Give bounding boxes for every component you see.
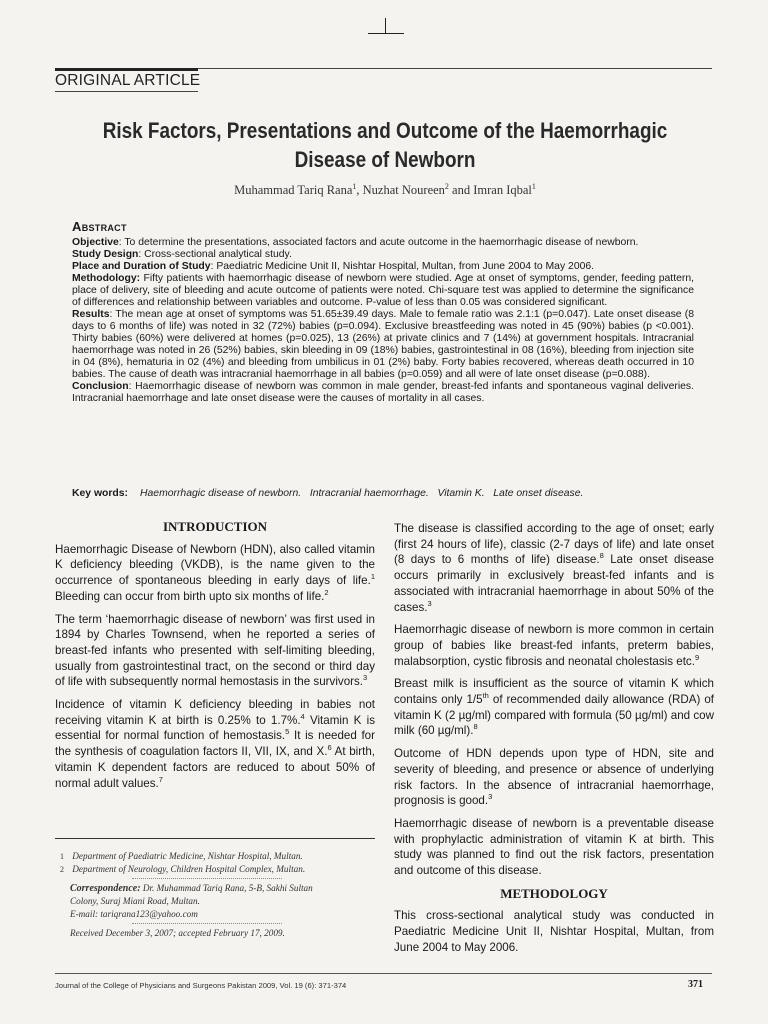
methodology-heading: METHODOLOGY [500, 885, 608, 901]
title-line-2: Disease of Newborn [294, 147, 476, 172]
body-text: The disease is classified according to the age of onset; early (first 24 hours of life), classic (2-7 days of life) and late onset (8 days to 6 months of life) disease. [394, 522, 714, 567]
crop-mark [368, 33, 404, 34]
abstract-label: Methodology: [72, 273, 141, 284]
body-text: Incidence of vitamin K deficiency bleeding in babies not receiving vitamin K at birth is 0.25% to 1.7%. [55, 698, 375, 727]
body-paragraph [394, 521, 714, 615]
body-paragraph [394, 622, 714, 669]
body-paragraph: This cross-sectional analytical study was conducted in Paediatric Medicine Unit II, Nishtar Hospital, Multan, from June 2004 to May 2006. [394, 909, 714, 954]
abstract-heading: Abstract [72, 219, 127, 234]
keywords [72, 488, 712, 499]
article-label-underline [55, 91, 198, 92]
citation: 5 [285, 727, 290, 737]
abstract-label: Results [72, 309, 110, 320]
abstract-objective [72, 237, 694, 249]
footnotes [60, 850, 378, 940]
header-rule-thick [55, 68, 198, 71]
footnote-divider [132, 923, 282, 924]
left-column [55, 519, 375, 798]
abstract-place [72, 261, 694, 273]
abstract-results [72, 309, 694, 381]
body-text: It is needed for the synthesis of coagulation factors II, VII, IX, and X. [55, 729, 375, 759]
author-affiliation: 1 [531, 181, 536, 191]
body-paragraph [55, 697, 375, 791]
footnote-number: 1 [60, 852, 64, 861]
footnote-number: 2 [60, 865, 64, 874]
citation: 3 [488, 792, 493, 802]
abstract-text: : Paediatric Medicine Unit II, Nishtar Hospital, Multan, from June 2004 to May 2006. [210, 261, 595, 272]
footnote-text: Department of Neurology, Children Hospital Complex, Multan. [72, 864, 306, 874]
footnote-text: Department of Paediatric Medicine, Nishtar Hospital, Multan. [72, 851, 303, 861]
citation: 7 [158, 774, 163, 784]
correspondence-text: Dr. Muhammad Tariq Rana, 5-B, Sakhi Sultan [140, 883, 313, 893]
citation: 4 [300, 711, 305, 721]
paper-title [101, 116, 669, 174]
ordinal-suffix: th [482, 691, 489, 701]
citation: 2 [324, 587, 329, 597]
body-text: Breast milk is insufficient as the source of vitamin K which contains only 1/5 [394, 677, 714, 707]
abstract-text: Fifty patients with haemorrhagic disease of newborn were studied. Age at onset of symptoms, gender, feeding pattern, place of delivery, site of bleeding and acute outcome of patients were noted. Chi-square test was applied to determine the significance of differences and relationship between variables and outcome. P-value of less than 0.05 was considered significant. [72, 273, 694, 308]
body-paragraph [394, 676, 714, 739]
footnote-divider [132, 878, 282, 879]
citation: 9 [694, 652, 700, 662]
citation: 8 [473, 722, 478, 732]
citation: 3 [427, 598, 432, 608]
body-paragraph [394, 746, 714, 809]
citation: 3 [363, 673, 368, 683]
header-rule-thin [198, 68, 712, 69]
author-name: Nuzhat Noureen [362, 183, 445, 197]
page-number: 371 [688, 979, 703, 990]
abstract-label: Place and Duration of Study [72, 261, 211, 272]
abstract-text: : Haemorrhagic disease of newborn was common in male gender, breast-fed infants and spontaneous vaginal deliveries. Intracranial haemorrhage and late onset disease were the causes of mortality in all cases. [72, 381, 694, 404]
correspondence-email: E-mail: tariqrana123@yahoo.com [70, 909, 198, 919]
body-text: Bleeding can occur from birth upto six months of life. [55, 589, 325, 603]
abstract-methodology [72, 273, 694, 309]
body-text: At birth, vitamin K dependent factors are reduced to about 50% of normal adult values. [55, 745, 376, 790]
introduction-heading: INTRODUCTION [162, 519, 267, 534]
abstract-body [72, 237, 694, 405]
body-text: Haemorrhagic disease of newborn is more common in certain group of babies like breast-fed infants, preterm babies, malabsorption, cystic fibrosis and neonatal cholestasis etc. [394, 623, 714, 668]
body-paragraph [55, 612, 375, 691]
title-line-1: Risk Factors, Presentations and Outcome of the Haemorrhagic [102, 118, 668, 143]
abstract-text: : The mean age at onset of symptoms was 51.65±39.49 days. Male to female ratio was 2.1:1 (p=0.047). Late onset disease (8 days to 6 months of life) was noted in 32 (72%) babies (p=0.094). Exclusive breastfeeding was noted in 45 (90%) babies (p <0.001). Thirty babies (60%) were delivered at homes (p=0.025), 13 (26%) at private clinics and 7 (14%) at government hospitals. Intracranial haemorrhage was noted in 26 (52%) babies, skin bleeding in 09 (18%) babies, gastrointestinal in 08 (16%), bleeding from injection site in 04 (8%), hematuria in 02 (4%) and bleeding from umbilicus in 01 (2%) baby. Forty babies recovered, whereas death occurred in 10 babies. The cause of death was intracranial haemorrhage in all babies (p=0.059) and all were of late onset disease (p=0.088). [72, 309, 694, 380]
right-column [394, 521, 714, 963]
body-text: Outcome of HDN depends upon type of HDN, site and severity of bleeding, and presence or absence of underlying risk factors. In the absence of intracranial haemorrhage, prognosis is good. [394, 747, 714, 808]
crop-mark-vertical [385, 18, 386, 33]
article-type-label: ORIGINAL ARTICLE [55, 72, 201, 89]
author-list [55, 183, 715, 198]
author-separator: , [356, 183, 363, 197]
body-paragraph: Haemorrhagic disease of newborn is a preventable disease with prophylactic administration of vitamin K at birth. This study was planned to find out the risk factors, presentation and outcome of this disease. [394, 816, 714, 878]
keywords-list: Haemorrhagic disease of newborn. Intracranial haemorrhage. Vitamin K. Late onset disease. [140, 488, 584, 499]
author-affiliation: 1 [352, 181, 357, 191]
body-text: Haemorrhagic Disease of Newborn (HDN), also called vitamin K deficiency bleeding (VKDB), is the name given to the occurrence of spontaneous bleeding in early days of life. [55, 542, 375, 588]
author-conjunction: and [448, 183, 474, 197]
journal-citation: Journal of the College of Physicians and Surgeons Pakistan 2009, Vol. 19 (6): 371-374 [55, 981, 347, 990]
abstract-text: : Cross-sectional analytical study. [138, 249, 292, 260]
body-text: Vitamin K is essential for normal function of hemostasis. [55, 713, 375, 743]
citation: 8 [599, 551, 604, 561]
affiliation-footnote [60, 850, 378, 863]
keywords-label: Key words: [72, 488, 129, 499]
correspondence-line: Colony, Suraj Miani Road, Multan. [70, 896, 200, 906]
correspondence-label: Correspondence: [70, 883, 141, 894]
footer-rule [55, 973, 712, 974]
body-paragraph [55, 542, 375, 605]
author-affiliation: 2 [444, 181, 449, 191]
citation: 6 [327, 743, 332, 753]
abstract-text: : To determine the presentations, associated factors and acute outcome in the haemorrhagic disease of newborn. [118, 237, 639, 248]
abstract-design [72, 249, 694, 261]
correspondence [60, 882, 378, 895]
footnote-rule [55, 838, 375, 839]
body-text: of recommended daily allowance (RDA) of vitamin K (2 µg/ml) compared with formula (50 µg/ml) and cow milk (60 µg/ml). [394, 693, 714, 738]
body-text: Late onset disease occurs primarily in exclusively breast-fed infants and is associated with intracranial haemorrhage in about 50% of the cases. [394, 553, 714, 614]
author-name: Muhammad Tariq Rana [234, 183, 353, 197]
body-text: The term ‘haemorrhagic disease of newborn’ was first used in 1894 by Charles Townsend, when he reported a series of breast-fed infants who presented with self-limiting bleeding, usually from gastrointestinal tract, on the second or third day of life with subsequently normal hemostasis in the survivors. [55, 612, 375, 689]
affiliation-footnote [60, 863, 378, 876]
author-name: Imran Iqbal [473, 183, 532, 197]
abstract-conclusion [72, 381, 694, 405]
abstract-label: Objective [72, 237, 119, 248]
citation: 1 [370, 572, 375, 582]
abstract-label: Study Design [72, 249, 139, 260]
abstract-label: Conclusion [72, 381, 129, 392]
received-dates: Received December 3, 2007; accepted February 17, 2009. [70, 928, 285, 938]
